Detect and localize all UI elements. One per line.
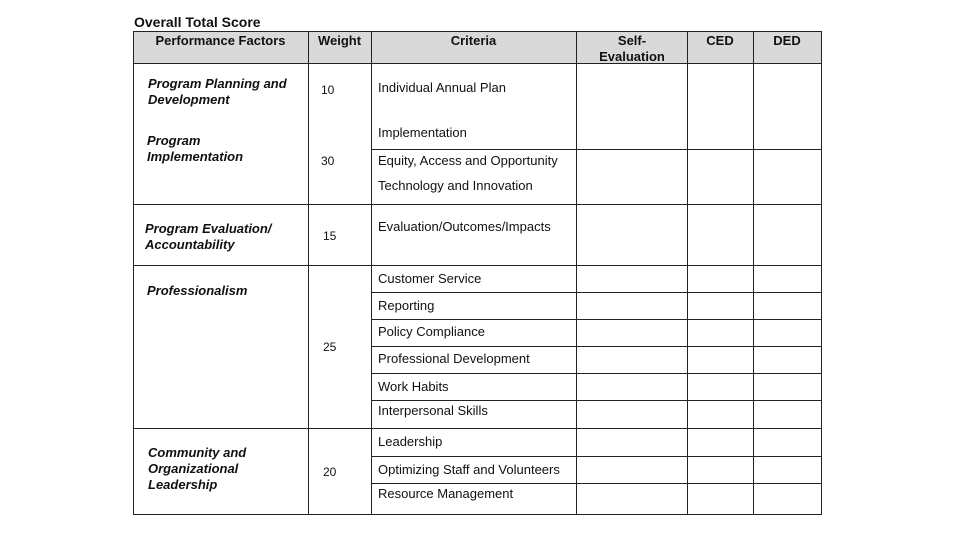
column-divider [753, 31, 754, 515]
criteria-item: Leadership [378, 434, 443, 449]
weight-program-planning: 10 [321, 83, 335, 97]
table-border-bottom [133, 514, 822, 515]
column-divider [371, 31, 372, 515]
criteria-item: Resource Management [378, 486, 514, 501]
table-border-left [133, 31, 134, 515]
factor-professionalism: Professionalism [147, 283, 248, 298]
row-divider [371, 149, 822, 150]
table-border-right [821, 31, 822, 515]
table-border-top [133, 31, 822, 32]
factor-program-planning: Program Planning and Development [148, 76, 287, 107]
factor-program-implementation: Program Implementation [147, 133, 244, 164]
row-divider [371, 400, 822, 401]
column-divider [308, 31, 309, 515]
header-criteria: Criteria [450, 33, 497, 48]
criteria-item: Policy Compliance [378, 324, 485, 339]
row-divider [133, 204, 822, 205]
score-table [133, 31, 822, 515]
criteria-item: Professional Development [378, 351, 530, 366]
criteria-item: Customer Service [378, 271, 482, 286]
criteria-item: Evaluation/Outcomes/Impacts [378, 219, 551, 234]
row-divider [371, 456, 822, 457]
criteria-item: Work Habits [378, 379, 449, 394]
row-divider [371, 319, 822, 320]
row-divider [371, 373, 822, 374]
row-divider [133, 265, 822, 266]
weight-professionalism: 25 [323, 340, 337, 354]
criteria-item: Implementation [378, 125, 467, 140]
row-divider [133, 63, 822, 64]
header-weight: Weight [317, 33, 362, 48]
header-performance-factors: Performance Factors [155, 33, 286, 48]
row-divider [133, 428, 822, 429]
row-divider [371, 292, 822, 293]
criteria-item: Equity, Access and Opportunity [378, 153, 558, 168]
factor-program-evaluation: Program Evaluation/ Accountability [145, 221, 272, 252]
criteria-item: Optimizing Staff and Volunteers [378, 462, 560, 477]
header-ded: DED [773, 33, 801, 48]
criteria-item: Reporting [378, 298, 435, 313]
header-self-evaluation: Self-Evaluation [599, 33, 665, 64]
criteria-item: Individual Annual Plan [378, 80, 506, 95]
factor-community-leadership: Community and Organizational Leadership [148, 445, 247, 492]
criteria-item: Technology and Innovation [378, 178, 533, 193]
row-divider [371, 483, 822, 484]
criteria-item: Interpersonal Skills [378, 403, 488, 418]
column-divider [576, 31, 577, 515]
weight-community-leadership: 20 [323, 465, 337, 479]
column-divider [687, 31, 688, 515]
header-ced: CED [706, 33, 734, 48]
weight-program-implementation: 30 [321, 154, 335, 168]
page-title: Overall Total Score [134, 14, 261, 30]
row-divider [371, 346, 822, 347]
weight-program-evaluation: 15 [323, 229, 337, 243]
